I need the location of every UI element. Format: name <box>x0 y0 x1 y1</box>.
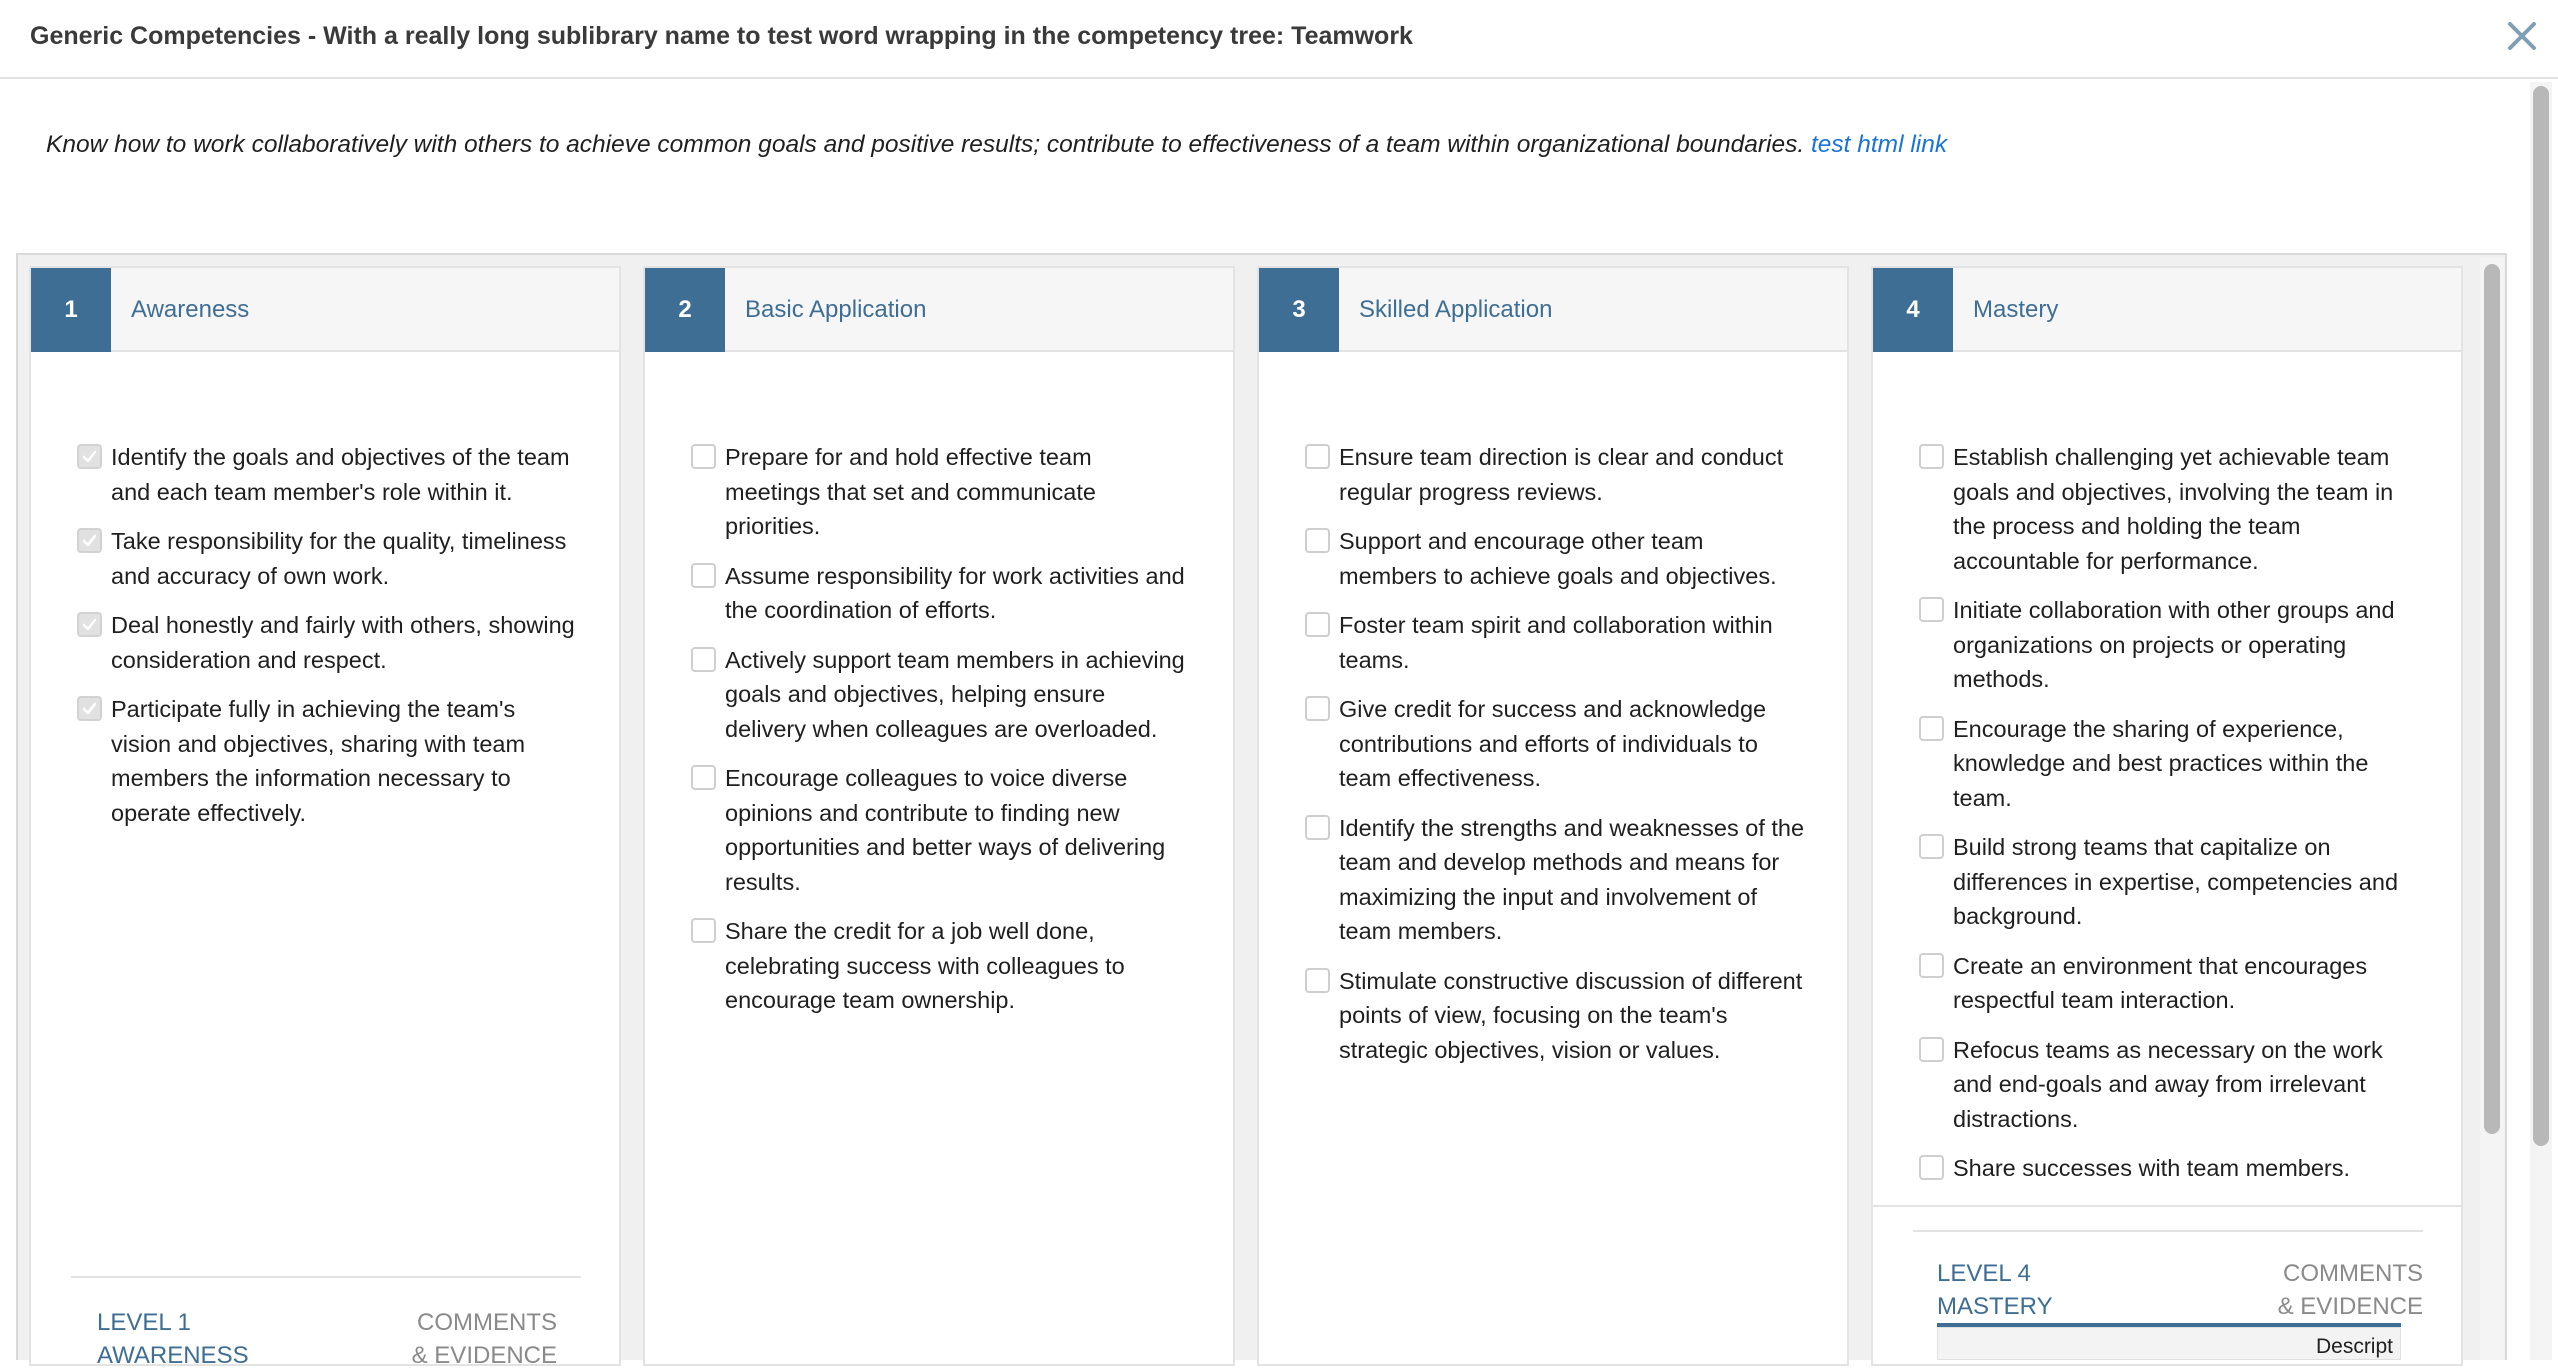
levels-scrollbar-thumb[interactable] <box>2484 264 2500 1134</box>
behaviour-item <box>1305 524 1805 593</box>
behaviour-item <box>1305 608 1805 677</box>
behaviour-item <box>1305 964 1805 1068</box>
modal-title: Generic Competencies - With a really long sublibrary name to test word wrapping in the competency tree: Teamwork <box>30 22 1413 50</box>
behaviour-item <box>691 440 1191 544</box>
behaviour-item <box>1919 1033 2419 1137</box>
close-icon <box>2502 16 2542 56</box>
behaviour-item <box>691 643 1191 747</box>
behaviour-checkbox[interactable] <box>1919 597 1944 622</box>
page-scrollbar-thumb[interactable] <box>2533 86 2549 1146</box>
behaviour-checkbox[interactable] <box>1919 1155 1944 1180</box>
level-name: Mastery <box>1973 296 2059 323</box>
behaviour-item <box>1919 712 2419 816</box>
level-number: 1 <box>31 268 111 352</box>
behaviour-checkbox[interactable] <box>691 765 716 790</box>
behaviour-text: Encourage colleagues to voice diverse opinions and contribute to finding new opportunities and better ways of delivering results. <box>725 765 1166 895</box>
level-header[interactable] <box>645 268 1233 352</box>
behaviour-checkbox[interactable] <box>1305 528 1330 553</box>
comments-evidence-tab[interactable] <box>412 1306 557 1372</box>
behaviour-text: Deal honestly and fairly with others, showing consideration and respect. <box>111 612 575 673</box>
behaviour-list <box>77 440 577 845</box>
behaviour-text: Share successes with team members. <box>1953 1155 2351 1181</box>
level-name: Basic Application <box>745 296 927 323</box>
level-column-3 <box>1257 266 1849 1366</box>
behaviour-text: Establish challenging yet achievable team goals and objectives, involving the team in the process and holding the team accountable for performance. <box>1953 444 2394 574</box>
comments-evidence-tab[interactable] <box>2278 1257 2423 1323</box>
level-header[interactable] <box>1259 268 1847 352</box>
behaviour-text: Identify the strengths and weaknesses of the team and develop methods and means for maximizing the input and involvement of team members. <box>1339 814 1805 944</box>
level-4-footer <box>1871 1205 2463 1360</box>
comments-tab-line2: & EVIDENCE <box>2277 1293 2423 1320</box>
description-text: Know how to work collaboratively with others to achieve common goals and positive results; contribute to effectiveness of a team within organizational boundaries. <box>46 131 1805 158</box>
behaviour-checkbox[interactable] <box>1919 834 1944 859</box>
behaviour-item <box>1305 440 1805 509</box>
modal-header <box>0 0 2558 79</box>
behaviour-item <box>691 559 1191 628</box>
behaviour-checkbox[interactable] <box>1305 696 1330 721</box>
description-link[interactable]: test html link <box>1810 131 1948 158</box>
behaviour-checkbox[interactable] <box>1305 815 1330 840</box>
behaviour-item <box>1919 440 2419 578</box>
behaviour-checkbox[interactable] <box>77 528 102 553</box>
behaviour-checkbox[interactable] <box>691 918 716 943</box>
behaviour-checkbox[interactable] <box>1919 953 1944 978</box>
behaviour-item <box>1919 830 2419 934</box>
behaviour-checkbox[interactable] <box>1919 716 1944 741</box>
behaviour-text: Build strong teams that capitalize on differences in expertise, competencies and background. <box>1953 834 2399 929</box>
behaviour-checkbox[interactable] <box>1305 444 1330 469</box>
behaviour-item <box>77 608 577 677</box>
behaviour-item <box>1919 949 2419 1018</box>
behaviour-item <box>691 761 1191 899</box>
levels-scrollbar[interactable] <box>2480 258 2504 1360</box>
behaviour-checkbox[interactable] <box>77 696 102 721</box>
check-icon <box>81 448 98 465</box>
behaviour-text: Create an environment that encourages respectful team interaction. <box>1953 952 2368 1013</box>
level-footer <box>71 1276 581 1368</box>
page-scrollbar[interactable] <box>2530 82 2552 1360</box>
level-column-4 <box>1871 266 2463 1366</box>
level-number: 2 <box>645 268 725 352</box>
behaviour-checkbox[interactable] <box>691 444 716 469</box>
behaviour-checkbox[interactable] <box>691 647 716 672</box>
behaviour-text: Give credit for success and acknowledge contributions and efforts of individuals to team effectiveness. <box>1339 696 1767 791</box>
check-icon <box>81 616 98 633</box>
behaviour-text: Prepare for and hold effective team meetings that set and communicate priorities. <box>725 444 1096 539</box>
footer-top-border <box>1873 1205 2461 1207</box>
check-icon <box>81 700 98 717</box>
behaviour-item <box>691 914 1191 1018</box>
level-column-2 <box>643 266 1235 1366</box>
behaviour-text: Take responsibility for the quality, timeliness and accuracy of own work. <box>111 528 567 589</box>
behaviour-list <box>691 440 1191 1033</box>
behaviour-item <box>1305 692 1805 796</box>
behaviour-item <box>77 524 577 593</box>
close-button[interactable] <box>2502 16 2542 56</box>
behaviour-item <box>1305 811 1805 949</box>
behaviour-text: Support and encourage other team members to achieve goals and objectives. <box>1339 528 1777 589</box>
level-tab-line2: MASTERY <box>1937 1293 2053 1320</box>
level-header[interactable] <box>1873 268 2461 352</box>
behaviour-text: Identify the goals and objectives of the team and each team member's role within it. <box>111 444 570 505</box>
behaviour-text: Actively support team members in achieving goals and objectives, helping ensure delivery when colleagues are overloaded. <box>725 646 1185 742</box>
behaviour-text: Share the credit for a job well done, celebrating success with colleagues to encourage team ownership. <box>725 918 1125 1013</box>
behaviour-text: Foster team spirit and collaboration within teams. <box>1339 612 1773 673</box>
behaviour-item <box>77 692 577 830</box>
description-label: Descript <box>2315 1335 2393 1358</box>
behaviour-text: Initiate collaboration with other groups and organizations on projects or operating methods. <box>1953 597 2395 692</box>
level-name: Skilled Application <box>1359 296 1553 323</box>
behaviour-checkbox[interactable] <box>1919 1037 1944 1062</box>
behaviour-text: Assume responsibility for work activities and the coordination of efforts. <box>725 562 1185 623</box>
level-number: 3 <box>1259 268 1339 352</box>
behaviour-list <box>1305 440 1805 1082</box>
level-tab-line2: AWARENESS <box>97 1342 249 1369</box>
comments-tab-line1: COMMENTS <box>2283 1260 2423 1287</box>
behaviour-text: Encourage the sharing of experience, knowledge and best practices within the team. <box>1953 715 2369 811</box>
competency-description <box>46 131 1947 159</box>
behaviour-checkbox[interactable] <box>1919 444 1944 469</box>
level-tab[interactable] <box>97 1306 249 1372</box>
level-tab-line1: LEVEL 1 <box>97 1309 191 1336</box>
behaviour-item <box>1919 1151 2419 1186</box>
level-tab-line1: LEVEL 4 <box>1937 1260 2031 1287</box>
behaviour-checkbox[interactable] <box>1305 968 1330 993</box>
comments-tab-line1: COMMENTS <box>417 1309 557 1336</box>
behaviour-item <box>77 440 577 509</box>
behaviour-text: Ensure team direction is clear and conduct regular progress reviews. <box>1339 444 1784 505</box>
behaviour-checkbox[interactable] <box>691 563 716 588</box>
behaviour-checkbox[interactable] <box>1305 612 1330 637</box>
behaviour-item <box>1919 593 2419 697</box>
level-number: 4 <box>1873 268 1953 352</box>
level-tab[interactable] <box>1937 1257 2053 1323</box>
footer-divider <box>1913 1230 2423 1232</box>
behaviour-text: Participate fully in achieving the team's vision and objectives, sharing with team members the information necessary to operate effectively. <box>111 696 526 826</box>
behaviour-text: Refocus teams as necessary on the work and end-goals and away from irrelevant distractions. <box>1953 1036 2383 1132</box>
level-name: Awareness <box>131 296 250 323</box>
level-column-1 <box>29 266 621 1369</box>
check-icon <box>81 532 98 549</box>
behaviour-checkbox[interactable] <box>77 444 102 469</box>
comments-tab-line2: & EVIDENCE <box>411 1342 557 1369</box>
behaviour-checkbox[interactable] <box>77 612 102 637</box>
level-header[interactable] <box>31 268 619 352</box>
behaviour-list <box>1919 440 2419 1201</box>
behaviour-text: Stimulate constructive discussion of different points of view, focusing on the team's strategic objectives, vision or values. <box>1339 967 1803 1063</box>
